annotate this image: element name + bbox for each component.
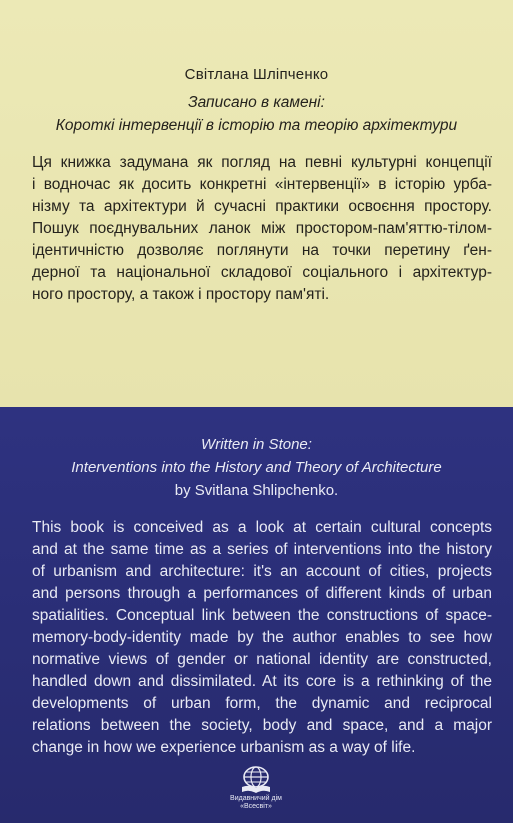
globe-book-icon [239, 765, 273, 795]
book-title-ua-line2: Короткі інтервенції в історію та теорію архітектури [55, 117, 458, 134]
author-name-ua: Світлана Шліпченко [184, 66, 329, 83]
description-ua-line: і водночас як досить конкретні «інтервенції» в історію урба- [32, 176, 492, 193]
book-title-ua-line1: Записано в камені: [188, 94, 325, 111]
book-title-en-line1: Written in Stone: [201, 436, 312, 453]
description-ua-line: Ця книжка задумана як погляд на певні культурні концепції [32, 154, 492, 171]
description-en-line: This book is conceived as a look at certain cultural concepts [32, 519, 492, 536]
book-title-en-line2: Interventions into the History and Theory of Architecture [71, 459, 442, 476]
description-en-line: relations between the society, body and space, and a major [32, 717, 492, 734]
author-byline-en: by Svitlana Shlipchenko. [174, 482, 339, 499]
publisher-name-line2: «Всесвіт» [240, 803, 272, 810]
description-ua-line: ного простору, а також і простору пам'яті. [32, 286, 330, 303]
description-en-line: change in how we experience urbanism as a way of life. [32, 739, 416, 756]
description-ua-line: дерної та національної складової соціального і архітектур- [32, 264, 492, 281]
description-en-line: normative views of gender or national identity are constructed, [32, 651, 492, 668]
description-en-line: handled down and dissimilated. At its core is a rethinking of the [32, 673, 492, 690]
description-en-line: developments of urban form, the dynamic and reciprocal [32, 695, 492, 712]
description-en-line: of urbanism and architecture: it's an account of cities, projects [32, 563, 492, 580]
description-ua-line: нізму та архітектури й сучасні практики освоєння простору. [32, 198, 492, 215]
description-en-line: and persons through a performances of different kinds of urban [32, 585, 492, 602]
publisher-name-line1: Видавничий дім [230, 795, 282, 802]
description-en-line: memory-body-identity made by the author enables to see how [32, 629, 492, 646]
english-section [0, 407, 513, 823]
description-en-line: spatialities. Conceptual link between the constructions of space- [32, 607, 492, 624]
description-ua-line: ідентичністю дозволяє поглянути на точки перетину ґен- [32, 242, 492, 259]
description-ua-line: Пошук поєднувальних ланок між простором-пам'яттю-тілом- [32, 220, 492, 237]
ukrainian-section [0, 0, 513, 407]
description-en-line: and at the same time as a series of interventions into the history [32, 541, 492, 558]
publisher-logo [226, 765, 286, 817]
